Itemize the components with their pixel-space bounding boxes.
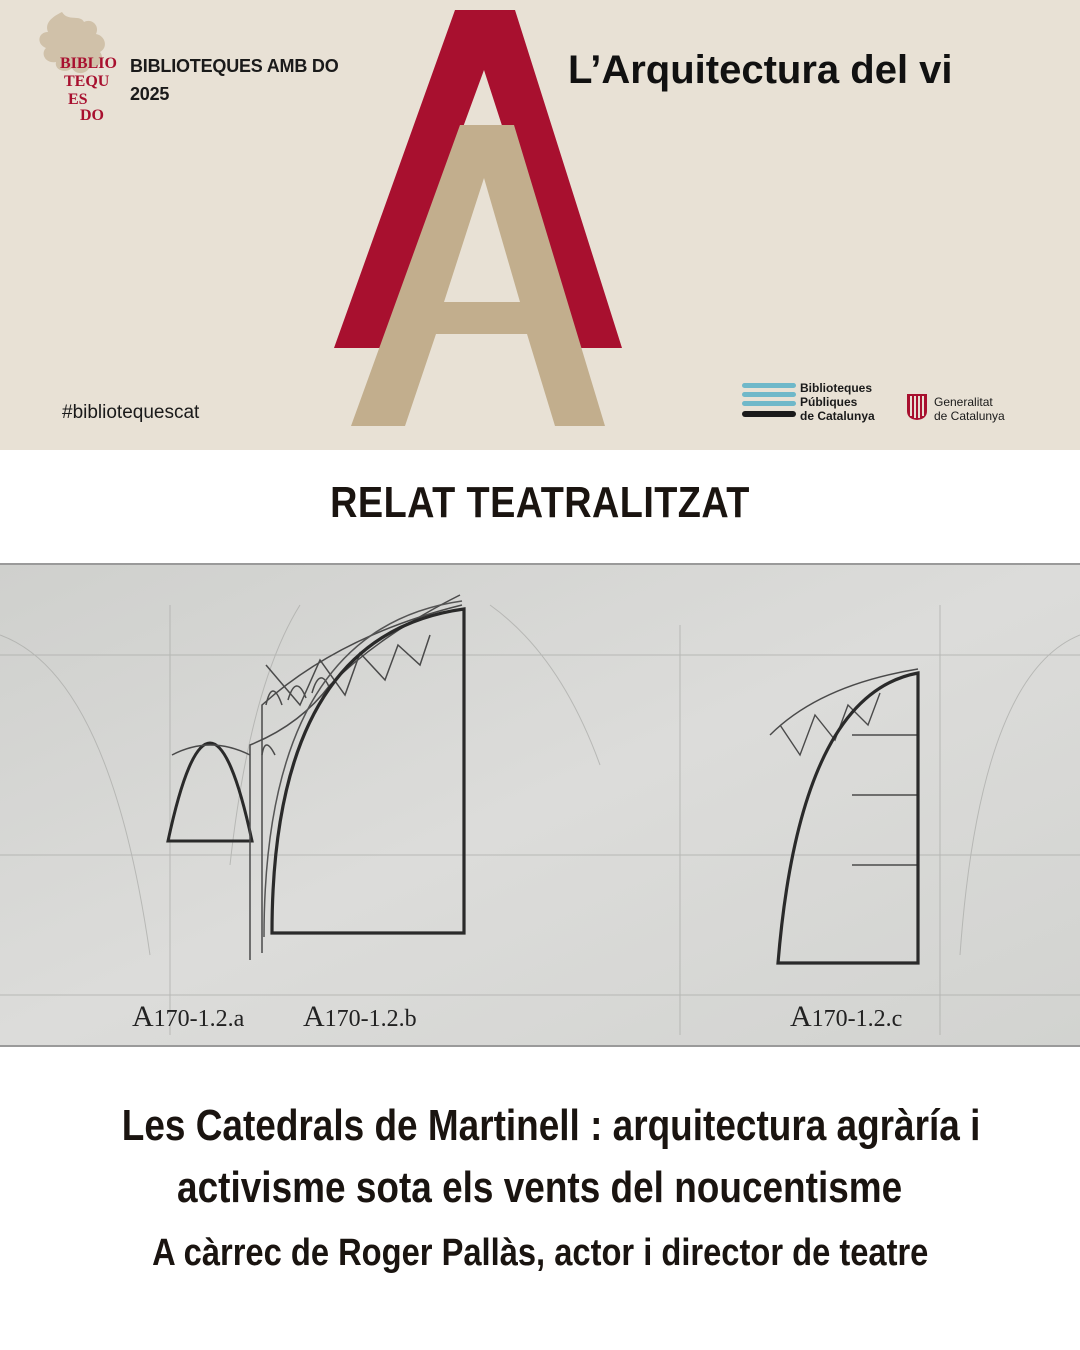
generalitat-logo-text [934,395,1005,423]
event-presenter-text: A càrrec de Roger Pallàs, actor i director de teatre [151,1232,929,1274]
svg-text:BIBLIO: BIBLIO [60,55,117,72]
figure-label-c [790,1000,902,1034]
bpc-line-1: Biblioteques [800,381,873,395]
event-title-line-2: activisme sota els vents del noucentisme [177,1163,903,1212]
svg-text:TEQU: TEQU [64,73,110,90]
figure-label-b-code: 170-1.2.b [324,1006,417,1032]
hashtag: #bibliotequescat [62,402,200,423]
catalan-flag-shield-icon [906,393,928,421]
vault-sections-drawing [0,565,1080,1045]
figure-label-c-code: 170-1.2.c [811,1006,903,1032]
generalitat-line-2: de Catalunya [934,409,1005,423]
event-title-line-1: Les Catedrals de Martinell : arquitectura agràría i [121,1101,981,1150]
books-stack-icon [742,381,796,421]
header-banner [0,0,1080,450]
event-title [40,1095,1040,1219]
figure-label-b [303,1000,417,1034]
figure-label-a [132,1000,244,1034]
program-year: 2025 [130,84,170,104]
svg-text:ES: ES [68,91,88,108]
bpc-line-2: Públiques [800,395,858,409]
biblioteques-do-logo [22,8,122,126]
section-heading: RELAT TEATRALITZAT [330,478,750,527]
bpc-line-3: de Catalunya [800,409,875,423]
figure-label-b-prefix: A [303,1000,325,1033]
bpc-logo-text [800,381,875,423]
figure-label-c-prefix: A [790,1000,812,1033]
program-name: BIBLIOTEQUES AMB DO [130,56,339,76]
generalitat-line-1: Generalitat [934,395,993,409]
program-label [130,52,339,108]
banner-title: L’Arquitectura del vi [568,48,953,92]
figure-label-a-code: 170-1.2.a [153,1006,245,1032]
svg-text:DO: DO [80,107,104,124]
event-presenter [0,1232,1080,1275]
figure-label-a-prefix: A [132,1000,154,1033]
architectural-drawing [0,563,1080,1047]
